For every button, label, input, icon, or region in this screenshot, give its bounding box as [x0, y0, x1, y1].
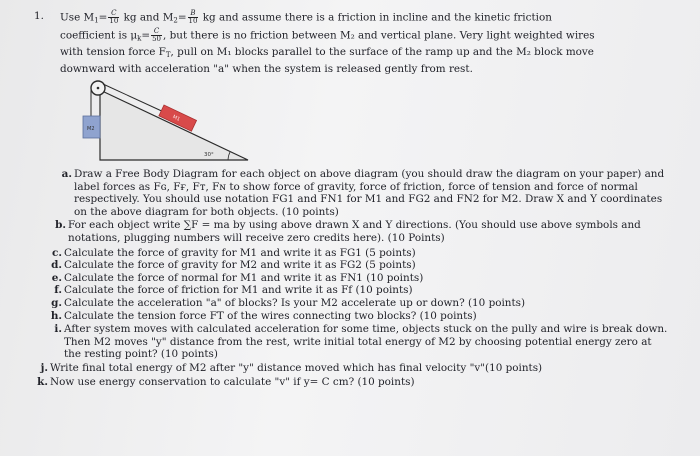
- fraction-mu: $\frac{C}{50}$: [152, 27, 161, 44]
- pulley-axle: [97, 87, 100, 90]
- problem-line-3: with tension force $F_T$, pull on M₁ blocks parallel to the surface of the ramp up and the M₂ block move: [60, 46, 594, 60]
- question-e: e. Calculate the force of normal for M1 and write it as FN1 (10 points): [51, 271, 424, 284]
- question-h: h. Calculate the tension force FT of the wires connecting two blocks? (10 points): [50, 309, 477, 322]
- block-m2-label: M2: [87, 126, 95, 132]
- question-list: [28, 168, 668, 388]
- angle-label: 30°: [204, 152, 214, 158]
- fraction-m1: $\frac{C}{10}$: [109, 9, 119, 25]
- question-a: a. Draw a Free Body Diagram for each object on above diagram (you should draw the diagram on your paper) and label forces as Fɢ, Fғ, Fᴛ, Fɴ to show force of gravity, force of friction, force of tension and force of normal respectively. You should use notation FG1 and FN1 for M1 and FG2 and FN2 for M2. Draw X and Y coordinates on the above diagram for both objects. (10 points): [61, 168, 665, 218]
- problem-line-4: downward with acceleration "a" when the system is released gently from rest.: [60, 62, 473, 75]
- question-c: c. Calculate the force of gravity for M1 and write it as FG1 (5 points): [52, 246, 416, 259]
- question-g: g. Calculate the acceleration "a" of blocks? Is your M2 accelerate up or down? (10 points): [51, 296, 526, 309]
- question-d: d. Calculate the force of gravity for M2 and write it as FG2 (5 points): [51, 259, 416, 272]
- question-b: b. For each object write ∑F = ma by using above drawn X and Y directions. (You should use above symbols and notations, plugging numbers will receive zero credits here). (10 Points): [55, 219, 641, 244]
- incline-pulley-diagram: [78, 76, 268, 166]
- question-i: i. After system moves with calculated acceleration for some time, objects stuck on the pully and wire is break down. Then M2 moves "y" distance from the rest, write initial total energy of M2 by choosing potential energy zero at the resting point? (10 points): [54, 323, 668, 361]
- fraction-m2: $\frac{B}{10}$: [188, 9, 198, 25]
- problem-line-1: Use $M_1=$ $\frac{C}{10}$ kg and $M_2=$ $\frac{B}{10}$ kg and assume there is a friction in incline and the kinetic friction: [60, 9, 552, 25]
- question-k: k. Now use energy conservation to calculate "v" if y= C cm? (10 points): [37, 375, 415, 388]
- block-m1-label: M1: [171, 114, 181, 123]
- problem-statement: [34, 9, 660, 76]
- question-f: f. Calculate the force of friction for M1 and write it as Ff (10 points): [54, 284, 413, 297]
- problem-line-2: coefficient is $\mu_k=$ $\frac{C}{50}$ , but there is no friction between M₂ and vertical plane. Very light weighted wires: [60, 27, 595, 44]
- question-j: j. Write final total energy of M2 after "y" distance moved which has final velocity "v"(10 points): [40, 361, 543, 374]
- problem-number: 1.: [34, 10, 44, 22]
- ramp: [100, 90, 248, 160]
